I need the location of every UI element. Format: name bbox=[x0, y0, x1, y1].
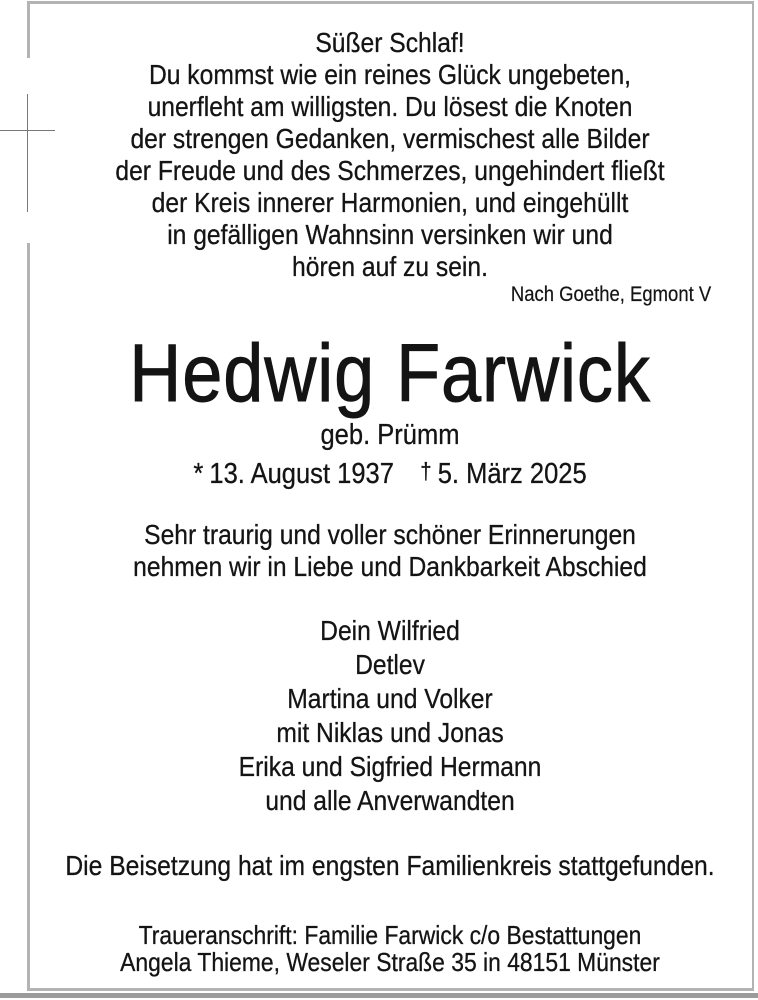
death-cross-icon: † bbox=[420, 458, 432, 484]
mourners-list bbox=[18, 614, 758, 818]
death-date: 5. März 2025 bbox=[437, 458, 587, 490]
quote-attribution: Nach Goethe, Egmont V bbox=[510, 283, 712, 306]
birth-symbol: * bbox=[193, 458, 204, 490]
quote-line: hören auf zu sein. bbox=[292, 251, 488, 282]
quote-line: der strengen Gedanken, vermischest alle Bilder bbox=[130, 123, 650, 154]
farewell-line: nehmen wir in Liebe und Dankbarkeit Abschied bbox=[133, 551, 647, 582]
farewell-text bbox=[18, 519, 758, 583]
quote-line: der Kreis innerer Harmonien, und eingehüllt bbox=[151, 187, 629, 218]
mourner-name: Erika und Sigfried Hermann bbox=[238, 751, 542, 782]
quote-line: Du kommst wie ein reines Glück ungebeten, bbox=[148, 59, 632, 90]
quote-line: unerfleht am willigsten. Du lösest die Knoten bbox=[147, 91, 633, 122]
quote-line: in gefälligen Wahnsinn versinken wir und bbox=[167, 219, 613, 250]
burial-note: Die Beisetzung hat im engsten Familienkreis stattgefunden. bbox=[65, 850, 715, 881]
mourner-name: mit Niklas und Jonas bbox=[276, 717, 504, 748]
birth-date: 13. August 1937 bbox=[209, 458, 394, 490]
death-date-group bbox=[420, 458, 586, 490]
quote-title: Süßer Schlaf! bbox=[315, 27, 465, 58]
opening-quote bbox=[18, 27, 758, 283]
farewell-line: Sehr traurig und voller schöner Erinnerungen bbox=[144, 519, 636, 550]
quote-line: der Freude und des Schmerzes, ungehindert fließt bbox=[115, 155, 665, 186]
address-line: Angela Thieme, Weseler Straße 35 in 48151 Münster bbox=[120, 947, 660, 977]
address-line: Traueranschrift: Familie Farwick c/o Bestattungen bbox=[138, 920, 642, 950]
mourner-name: Dein Wilfried bbox=[320, 615, 460, 646]
notice-content bbox=[18, 0, 758, 976]
notice-border-bottom bbox=[27, 988, 754, 991]
mourning-address bbox=[18, 922, 758, 976]
maiden-name: geb. Prümm bbox=[320, 419, 460, 451]
mourner-name: und alle Anverwandten bbox=[265, 785, 515, 816]
page-edge-bar bbox=[0, 993, 758, 999]
deceased-name: Hedwig Farwick bbox=[129, 328, 651, 419]
mourner-name: Detlev bbox=[355, 649, 425, 680]
mourner-name: Martina und Volker bbox=[287, 683, 493, 714]
life-dates bbox=[18, 455, 758, 491]
